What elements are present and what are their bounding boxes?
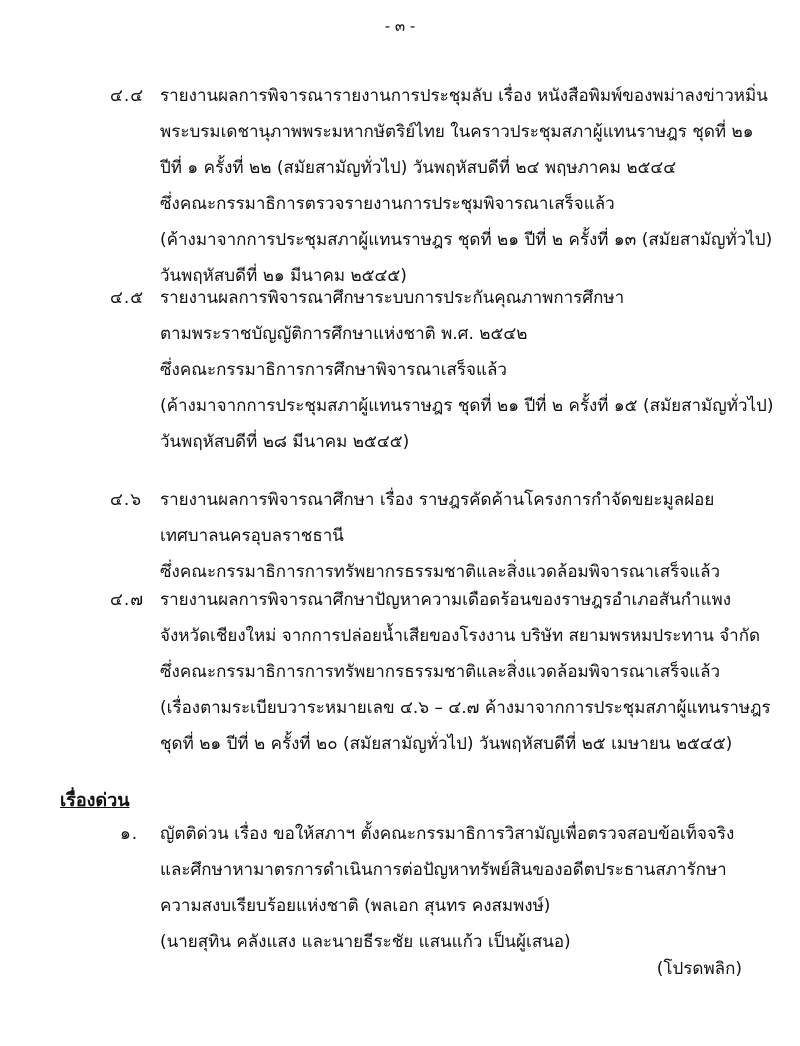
item-line: (ค้างมาจากการประชุมสภาผู้แทนราษฎร ชุดที่ ๒๑ ปีที่ ๒ ครั้งที่ ๑๓ (สมัยสามัญทั่วไป) (160, 230, 773, 250)
item-line: รายงานผลการพิจารณารายงานการประชุมลับ เรื่อง หนังสือพิมพ์ของพม่าลงข่าวหมิ่น (160, 86, 768, 106)
item-line: (เรื่องตามระเบียบวาระหมายเลข ๔.๖ – ๔.๗ ค้างมาจากการประชุมสภาผู้แทนราษฎร (160, 698, 771, 718)
item-line: ญัตติด่วน เรื่อง ขอให้สภาฯ ตั้งคณะกรรมาธิการวิสามัญเพื่อตรวจสอบข้อเท็จจริง (160, 824, 735, 844)
item-line: จังหวัดเชียงใหม่ จากการปล่อยน้ำเสียของโรงงาน บริษัท สยามพรหมประทาน จำกัด (160, 626, 761, 646)
item-line: ความสงบเรียบร้อยแห่งชาติ (พลเอก สุนทร คงสมพงษ์) (160, 896, 551, 916)
item-line: ซึ่งคณะกรรมาธิการการทรัพยากรธรรมชาติและสิ่งแวดล้อมพิจารณาเสร็จแล้ว (160, 662, 721, 682)
item-line: เทศบาลนครอุบลราชธานี (160, 526, 344, 546)
item-line: รายงานผลการพิจารณาศึกษาปัญหาความเดือดร้อนของราษฎรอำเภอสันกำแพง (160, 590, 732, 610)
item-number: ๔.๔ (110, 86, 145, 106)
item-number: ๔.๖ (110, 490, 143, 510)
item-line: วันพฤหัสบดีที่ ๒๘ มีนาคม ๒๕๔๕) (160, 432, 410, 452)
item-line: ชุดที่ ๒๑ ปีที่ ๒ ครั้งที่ ๒๐ (สมัยสามัญทั่วไป) วันพฤหัสบดีที่ ๒๕ เมษายน ๒๕๔๕) (160, 734, 733, 754)
item-line: ตามพระราชบัญญัติการศึกษาแห่งชาติ พ.ศ. ๒๕๔๒ (160, 324, 528, 344)
item-number: ๔.๗ (110, 590, 145, 610)
urgent-section-heading: เรื่องด่วน (60, 790, 130, 811)
item-number: ๔.๕ (110, 288, 145, 308)
item-text (160, 280, 780, 460)
item-line: รายงานผลการพิจารณาศึกษา เรื่อง ราษฎรคัดค้านโครงการกำจัดขยะมูลฝอย (160, 490, 715, 510)
item-line: รายงานผลการพิจารณาศึกษาระบบการประกันคุณภาพการศึกษา (160, 288, 625, 308)
turn-over-note: (โปรดพลิก) (656, 959, 742, 979)
item-line: ปีที่ ๑ ครั้งที่ ๒๒ (สมัยสามัญทั่วไป) วันพฤหัสบดีที่ ๒๔ พฤษภาคม ๒๕๔๔ (160, 158, 677, 178)
item-number: ๑. (120, 824, 139, 844)
page-number: - ๓ - (384, 17, 416, 35)
item-line: ซึ่งคณะกรรมาธิการตรวจรายงานการประชุมพิจารณาเสร็จแล้ว (160, 194, 615, 214)
item-line: (นายสุทิน คลังแสง และนายธีระชัย แสนแก้ว เป็นผู้เสนอ) (160, 932, 571, 952)
item-line: ซึ่งคณะกรรมาธิการการศึกษาพิจารณาเสร็จแล้ว (160, 360, 507, 380)
item-text (160, 78, 780, 294)
item-text (160, 816, 780, 960)
item-line: วันพฤหัสบดีที่ ๒๑ มีนาคม ๒๕๔๕) (160, 266, 407, 286)
item-line: ซึ่งคณะกรรมาธิการการทรัพยากรธรรมชาติและสิ่งแวดล้อมพิจารณาเสร็จแล้ว (160, 562, 721, 582)
item-text (160, 582, 780, 762)
item-line: และศึกษาหามาตรการดำเนินการต่อปัญหาทรัพย์สินของอดีตประธานสภารักษา (160, 860, 727, 880)
item-text (160, 482, 780, 590)
item-line: (ค้างมาจากการประชุมสภาผู้แทนราษฎร ชุดที่ ๒๑ ปีที่ ๒ ครั้งที่ ๑๕ (สมัยสามัญทั่วไป) (160, 396, 774, 416)
item-line: พระบรมเดชานุภาพพระมหากษัตริย์ไทย ในคราวประชุมสภาผู้แทนราษฎร ชุดที่ ๒๑ (160, 122, 754, 142)
